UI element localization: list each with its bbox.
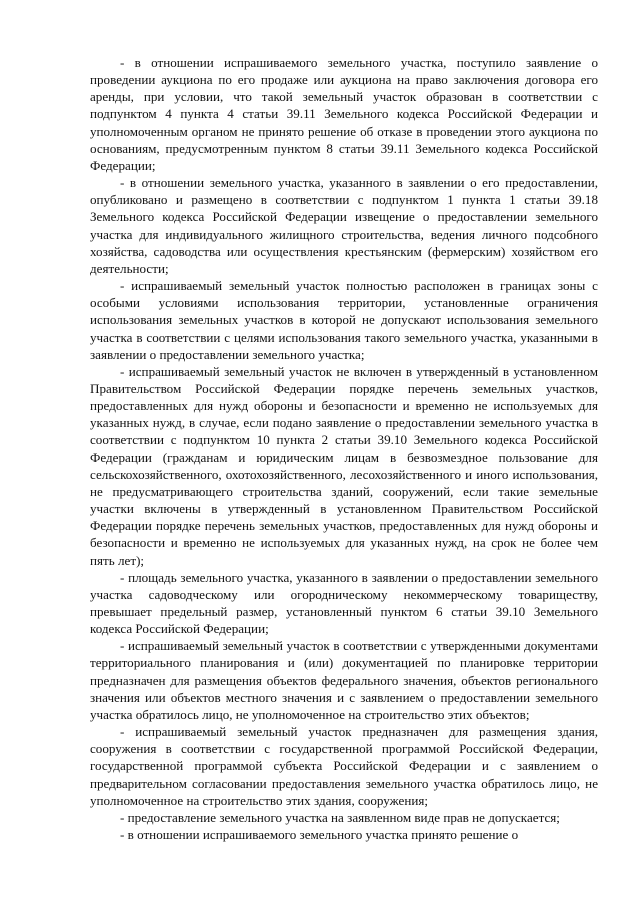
paragraph-rights-not-allowed: - предоставление земельного участка на заявленном виде прав не допускается; <box>120 809 560 825</box>
paragraph-auction-application: - в отношении испрашиваемого земельного участка, поступило заявление о проведении аукциона по его продаже или аукциона на право заключения договора его аренды, при условии, что такой земельный участок образован в соответствии с подпунктом 4 пункта 4 статьи 39.11 Земельного кодекса Российской Федерации и уполномоченным органом не принято решение об отказе в проведении этого аукциона по основаниям, предусмотренным пунктом 8 статьи 39.11 Земельного кодекса Российской Федерации; <box>90 55 598 173</box>
paragraph-area-limit: - площадь земельного участка, указанного в заявлении о предоставлении земельного участка садоводческому или огородническому некоммерческому товариществу, превышает предельный размер, установленный пунктом 6 статьи 39.10 Земельного кодекса Российской Федерации; <box>90 569 598 637</box>
paragraph-planning-documents: - испрашиваемый земельный участок в соответствии с утвержденными документами территориального планирования и (или) документацией по планировке территории предназначен для размещения объектов федерального значения, объектов регионального значения или объектов местного значения и с заявлением о предоставлении земельного участка обратилось лицо, не уполномоченное на строительство этих объектов; <box>90 638 598 722</box>
paragraph-notice-published: - в отношении земельного участка, указанного в заявлении о его предоставлении, опубликовано и размещено в соответствии с подпунктом 1 пункта 1 статьи 39.18 Земельного кодекса Российской Федерации извещение о предоставлении земельного участка для индивидуального жилищного строительства, ведения личного подсобного хозяйства, садоводства или осуществления крестьянским (фермерским) хозяйством его деятельности; <box>90 175 598 276</box>
paragraph-special-use-zone: - испрашиваемый земельный участок полностью расположен в границах зоны с особыми условиями использования территории, установленные ограничения использования земельных участков в которой не допускают использования земельного участка в соответствии с целями использования такого земельного участка, указанными в заявлении о предоставлении земельного участка; <box>90 278 598 362</box>
document-page <box>90 54 598 843</box>
paragraph-state-program: - испрашиваемый земельный участок предназначен для размещения здания, сооружения в соответствии с государственной программой Российской Федерации, государственной программой субъекта Российской Федерации и с заявлением о предварительном согласовании предоставления земельного участка обратилось лицо, не уполномоченное на строительство этих здания, сооружения; <box>90 724 598 808</box>
paragraph-decision-taken: - в отношении испрашиваемого земельного участка принято решение о <box>120 827 519 843</box>
paragraph-defense-list: - испрашиваемый земельный участок не включен в утвержденный в установленном Правительством Российской Федерации порядке перечень земельных участков, предоставленных для нужд обороны и безопасности и временно не используемых для указанных нужд, в случае, если подано заявление о предоставлении земельного участка в соответствии с подпунктом 10 пункта 2 статьи 39.10 Земельного кодекса Российской Федерации (гражданам и юридическим лицам в безвозмездное пользование для сельскохозяйственного, охотохозяйственного, лесохозяйственного и иного использования, не предусматривающего строительства зданий, сооружений, если такие земельные участки включены в утвержденный в установленном Правительством Российской Федерации порядке перечень земельных участков, предоставленных для нужд обороны и безопасности и временно не используемых для указанных нужд, на срок не более чем пять лет); <box>90 363 598 568</box>
